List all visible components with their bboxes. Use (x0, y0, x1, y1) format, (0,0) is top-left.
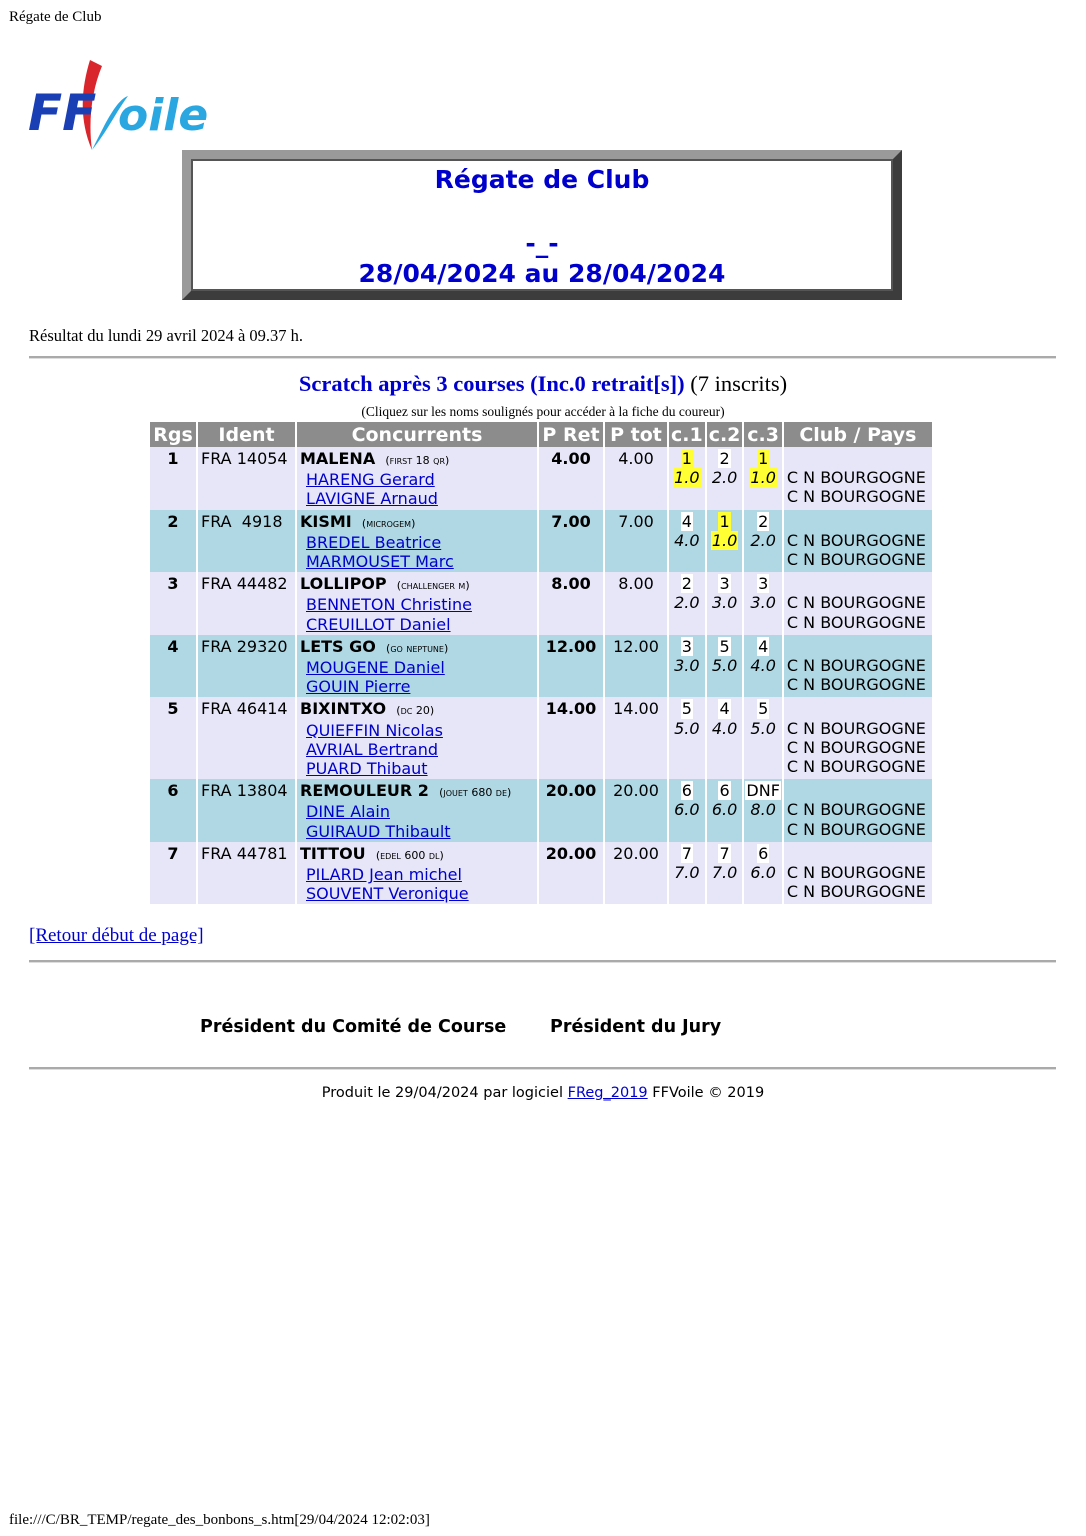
results-table (150, 422, 934, 904)
boat-name: LETS GO (300, 636, 376, 656)
race-points: 3.0 (711, 593, 738, 613)
race-points: 4.0 (674, 530, 700, 550)
race-points: 3.0 (674, 656, 700, 676)
result-date: Résultat du lundi 29 avril 2024 à 09.37 h. (29, 326, 304, 345)
p-tot-cell: 12.00 (604, 635, 668, 698)
crew-member-link[interactable]: HARENG Gerard (306, 470, 435, 490)
boat-class: (edel 600 dl) (375, 848, 444, 862)
p-ret-cell: 7.00 (538, 510, 604, 573)
race-place: 2 (681, 574, 692, 594)
title-box (182, 150, 902, 300)
boat-class: (microgem) (361, 516, 416, 530)
race-place: 3 (719, 574, 730, 594)
table-row (150, 510, 933, 573)
president-course-label: Président du Comité de Course (200, 1017, 507, 1037)
race-place: 2 (758, 511, 769, 531)
boat-class: (jouet 680 de) (439, 786, 512, 800)
race-place: 1 (758, 449, 769, 468)
race-place: 2 (719, 449, 730, 468)
race-c3-cell (743, 779, 783, 842)
club-cell (783, 447, 933, 510)
race-points: 6.0 (674, 800, 700, 820)
club-name: C N BOURGOGNE (786, 882, 926, 902)
event-title: Régate de Club (434, 165, 650, 194)
crew-member-link[interactable]: GUIRAUD Thibault (306, 821, 451, 841)
table-row (150, 697, 933, 779)
race-c3-cell (743, 842, 783, 905)
crew-member-link[interactable]: BENNETON Christine (306, 595, 472, 615)
boat-class: (first 18 qr) (385, 454, 450, 467)
club-name: C N BOURGOGNE (786, 612, 926, 632)
competitors-cell (296, 510, 538, 573)
col-header: c.2 (706, 422, 744, 447)
race-place: DNF (746, 781, 780, 801)
race-points: 6.0 (711, 800, 738, 820)
competitors-cell (296, 779, 538, 842)
boat-class: (go neptune) (386, 641, 449, 655)
p-ret-cell: 4.00 (538, 447, 604, 510)
ident-cell: FRA 29320 (197, 635, 296, 698)
rank-cell: 3 (150, 572, 197, 635)
race-points: 2.0 (711, 468, 738, 488)
club-name: C N BOURGOGNE (786, 593, 926, 613)
race-place: 4 (758, 636, 769, 656)
boat-name: KISMI (300, 511, 352, 531)
crew-member-link[interactable]: GOUIN Pierre (306, 677, 411, 697)
col-header: Ident (197, 422, 296, 447)
race-points: 6.0 (750, 863, 776, 883)
scratch-title (0, 371, 1086, 397)
club-name: C N BOURGOGNE (786, 487, 926, 507)
col-header: c.3 (743, 422, 783, 447)
produced-by (0, 1085, 1086, 1101)
race-c2-cell (706, 842, 744, 905)
race-c1-cell (668, 779, 706, 842)
col-header: Rgs (150, 422, 197, 447)
ident-cell: FRA 14054 (197, 447, 296, 510)
club-name: C N BOURGOGNE (786, 819, 926, 839)
club-cell (783, 635, 933, 698)
boat-name: TITTOU (300, 843, 366, 863)
crew-member-link[interactable]: MARMOUSET Marc (306, 552, 454, 572)
club-name: C N BOURGOGNE (786, 757, 926, 777)
produced-copyright: FFVoile © 2019 (647, 1085, 765, 1101)
p-tot-cell: 7.00 (604, 510, 668, 573)
club-name: C N BOURGOGNE (786, 656, 926, 676)
click-note: (Cliquez sur les noms soulignés pour accéder à la fiche du coureur) (361, 404, 725, 419)
race-points: 4.0 (711, 718, 738, 738)
race-c3-cell (743, 697, 783, 779)
table-row (150, 635, 933, 698)
crew-member-link[interactable]: QUIEFFIN Nicolas (306, 720, 443, 740)
scratch-title-main: Scratch après 3 courses (Inc.0 retrait[s]) (298, 371, 685, 396)
ident-cell: FRA 44781 (197, 842, 296, 905)
competitors-cell (296, 572, 538, 635)
race-points: 5.0 (674, 718, 700, 738)
race-points: 4.0 (750, 656, 776, 676)
race-points: 5.0 (711, 656, 738, 676)
competitors-cell (296, 635, 538, 698)
event-subtitle: -_- (525, 229, 559, 258)
boat-name: BIXINTXO (300, 699, 387, 719)
race-c2-cell (706, 572, 744, 635)
ident-cell: FRA 46414 (197, 697, 296, 779)
club-name: C N BOURGOGNE (786, 863, 926, 883)
table-row (150, 842, 933, 905)
race-place: 3 (758, 574, 769, 594)
boat-class: (challenger m) (396, 579, 470, 593)
club-cell (783, 842, 933, 905)
race-points: 5.0 (750, 718, 776, 738)
col-header: Club / Pays (783, 422, 933, 447)
p-ret-cell: 14.00 (538, 697, 604, 779)
divider (29, 1067, 1056, 1070)
race-points: 7.0 (711, 863, 738, 883)
col-header: c.1 (668, 422, 706, 447)
rank-cell: 2 (150, 510, 197, 573)
race-c2-cell (706, 697, 744, 779)
club-name: C N BOURGOGNE (786, 718, 926, 738)
ident-cell: FRA 44482 (197, 572, 296, 635)
race-c2-cell (706, 447, 744, 510)
race-place: 1 (681, 449, 692, 468)
race-points: 3.0 (750, 593, 776, 613)
p-ret-cell: 12.00 (538, 635, 604, 698)
competitors-cell (296, 842, 538, 905)
race-c2-cell (706, 779, 744, 842)
col-header: Concurrents (296, 422, 538, 447)
ident-cell: FRA 13804 (197, 779, 296, 842)
club-name: C N BOURGOGNE (786, 800, 926, 820)
club-name: C N BOURGOGNE (786, 737, 926, 757)
race-place: 1 (719, 511, 730, 531)
club-name: C N BOURGOGNE (786, 675, 926, 695)
president-jury-label: Président du Jury (550, 1017, 722, 1037)
title-inner (191, 159, 893, 291)
crew-member-link[interactable]: SOUVENT Veronique (306, 884, 469, 904)
boat-name: LOLLIPOP (300, 574, 387, 594)
club-cell (783, 779, 933, 842)
competitors-cell (296, 697, 538, 779)
race-place: 3 (681, 636, 692, 656)
col-header: P tot (604, 422, 668, 447)
scratch-title-count: (7 inscrits) (684, 371, 788, 396)
divider (29, 960, 1056, 963)
crew-member-link[interactable]: PILARD Jean michel (306, 865, 462, 885)
race-c3-cell (743, 572, 783, 635)
race-points: 2.0 (674, 593, 700, 613)
race-c3-cell (743, 510, 783, 573)
boat-name: REMOULEUR 2 (300, 781, 429, 801)
race-c1-cell (668, 635, 706, 698)
race-place: 4 (681, 511, 692, 531)
race-points: 8.0 (750, 800, 776, 820)
race-c1-cell (668, 572, 706, 635)
rank-cell: 6 (150, 779, 197, 842)
club-name: C N BOURGOGNE (786, 550, 926, 570)
race-points: 1.0 (674, 468, 700, 488)
race-c2-cell (706, 635, 744, 698)
race-points: 1.0 (750, 468, 776, 488)
logo-text-ff: FF (28, 84, 97, 142)
p-tot-cell: 20.00 (604, 779, 668, 842)
race-place: 4 (719, 699, 730, 719)
crew-member-link[interactable]: PUARD Thibaut (306, 759, 428, 779)
boat-class: (dc 20) (396, 704, 435, 718)
club-cell (783, 572, 933, 635)
crew-member-link[interactable]: CREUILLOT Daniel (306, 614, 451, 634)
boat-name: MALENA (300, 449, 376, 468)
event-dates: 28/04/2024 au 28/04/2024 (358, 259, 726, 288)
race-place: 5 (681, 699, 692, 719)
crew-member-link[interactable]: AVRIAL Bertrand (306, 739, 438, 759)
race-points: 7.0 (674, 863, 700, 883)
race-place: 7 (719, 843, 730, 863)
race-c1-cell (668, 842, 706, 905)
race-place: 6 (681, 781, 692, 801)
table-header-row (150, 422, 933, 447)
race-c1-cell (668, 447, 706, 510)
rank-cell: 7 (150, 842, 197, 905)
race-c1-cell (668, 510, 706, 573)
race-place: 6 (758, 843, 769, 863)
rank-cell: 1 (150, 447, 197, 510)
freg-link[interactable]: FReg_2019 (567, 1085, 648, 1101)
back-to-top-link[interactable]: [Retour début de page] (29, 925, 204, 946)
race-c2-cell (706, 510, 744, 573)
p-ret-cell: 8.00 (538, 572, 604, 635)
p-tot-cell: 14.00 (604, 697, 668, 779)
p-ret-cell: 20.00 (538, 842, 604, 905)
race-place: 5 (719, 636, 730, 656)
divider (29, 356, 1056, 359)
race-points: 1.0 (711, 530, 738, 550)
race-points: 2.0 (750, 530, 776, 550)
produced-text: Produit le 29/04/2024 par logiciel (321, 1085, 568, 1101)
race-place: 5 (758, 699, 769, 719)
race-place: 7 (681, 843, 692, 863)
col-header: P Ret (538, 422, 604, 447)
crew-member-link[interactable]: DINE Alain (306, 802, 390, 822)
crew-member-link[interactable]: LAVIGNE Arnaud (306, 489, 438, 509)
club-cell (783, 510, 933, 573)
p-tot-cell: 8.00 (604, 572, 668, 635)
club-name: C N BOURGOGNE (786, 468, 926, 488)
logo-text-oile: oile (118, 90, 209, 141)
p-tot-cell: 20.00 (604, 842, 668, 905)
club-cell (783, 697, 933, 779)
print-footer: file:///C/BR_TEMP/regate_des_bonbons_s.htm[29/04/2024 12:02:03] (9, 1512, 430, 1528)
race-c1-cell (668, 697, 706, 779)
club-name: C N BOURGOGNE (786, 530, 926, 550)
race-c3-cell (743, 447, 783, 510)
race-place: 6 (719, 781, 730, 801)
p-tot-cell: 4.00 (604, 447, 668, 510)
rank-cell: 4 (150, 635, 197, 698)
ident-cell: FRA 4918 (197, 510, 296, 573)
table-row (150, 779, 933, 842)
crew-member-link[interactable]: MOUGENE Daniel (306, 658, 445, 678)
ffvoile-logo (28, 56, 209, 152)
competitors-cell (296, 447, 538, 510)
print-header: Régate de Club (9, 9, 102, 25)
table-row (150, 447, 933, 510)
race-c3-cell (743, 635, 783, 698)
crew-member-link[interactable]: BREDEL Beatrice (306, 532, 442, 552)
p-ret-cell: 20.00 (538, 779, 604, 842)
rank-cell: 5 (150, 697, 197, 779)
table-row (150, 572, 933, 635)
